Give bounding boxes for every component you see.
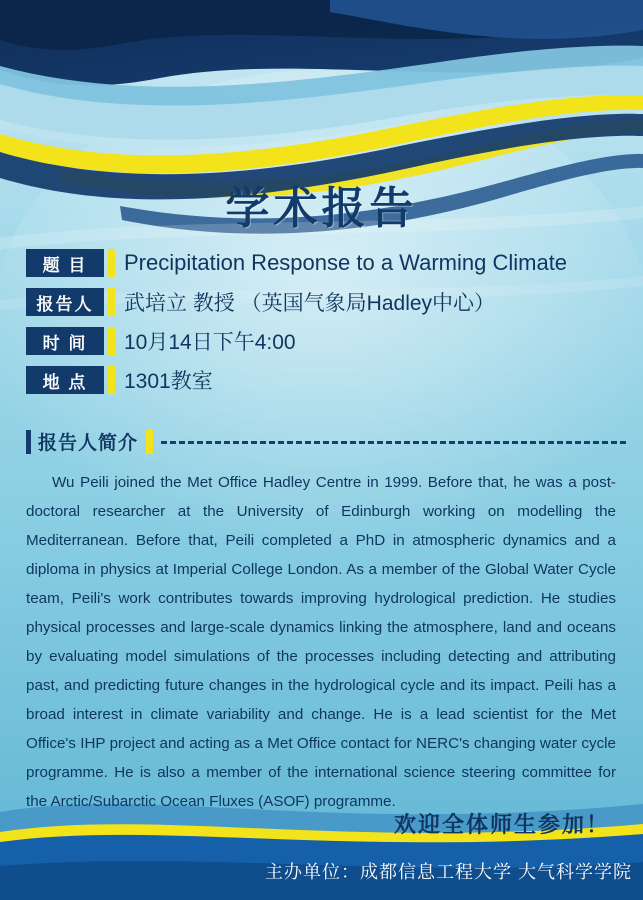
info-label: 报告人 <box>26 288 104 316</box>
yellow-bar-icon <box>108 288 115 316</box>
info-rows <box>26 248 626 404</box>
info-label: 时 间 <box>26 327 104 355</box>
bio-heading-label: 报告人简介 <box>38 433 139 454</box>
info-row-location <box>26 365 626 395</box>
info-row-speaker <box>26 287 626 317</box>
yellow-bar-icon <box>108 249 115 277</box>
info-label: 题 目 <box>26 249 104 277</box>
info-row-time <box>26 326 626 356</box>
organizer-footer: 主办单位：成都信息工程大学 大气科学学院 <box>265 862 632 882</box>
info-value: 10月14日下午4:00 <box>124 331 296 354</box>
yellow-bar-icon <box>146 430 153 454</box>
yellow-bar-icon <box>108 366 115 394</box>
yellow-bar-icon <box>108 327 115 355</box>
dashed-divider <box>161 441 626 444</box>
info-value: 1301教室 <box>124 370 213 393</box>
info-value: Precipitation Response to a Warming Climate <box>124 250 568 275</box>
bio-heading <box>26 428 626 455</box>
info-row-topic <box>26 248 626 278</box>
bio-text: Wu Peili joined the Met Office Hadley Centre in 1999. Before that, he was a post-doctoral researcher at the University of Edinburgh working on modelling the Mediterranean. Before that, Peili completed a PhD in atmospheric dynamics and a diploma in physics at Imperial College London. As a member of the Global Water Cycle team, Peili's work contributes towards improving hydrological prediction. He studies physical processes and large-scale dynamics linking the atmosphere, land and oceans by evaluating model simulations of the processes including detecting and attributing past, and predicting future changes in the hydrological cycle and its impact. Peili has a broad interest in climate variability and change. He is a lead scientist for the Met Office's IHP project and acting as a Met Office contact for NERC's changing water cycle programme. He is also a member of the international science steering committee for the Arctic/Subarctic Ocean Fluxes (ASOF) programme. <box>26 474 616 810</box>
info-label: 地 点 <box>26 366 104 394</box>
welcome-note: 欢迎全体师生参加！ <box>393 812 610 837</box>
page-title: 学术报告 <box>225 184 418 233</box>
accent-bar-icon <box>26 430 31 454</box>
info-value: 武培立 教授 （英国气象局Hadley中心） <box>124 292 496 315</box>
